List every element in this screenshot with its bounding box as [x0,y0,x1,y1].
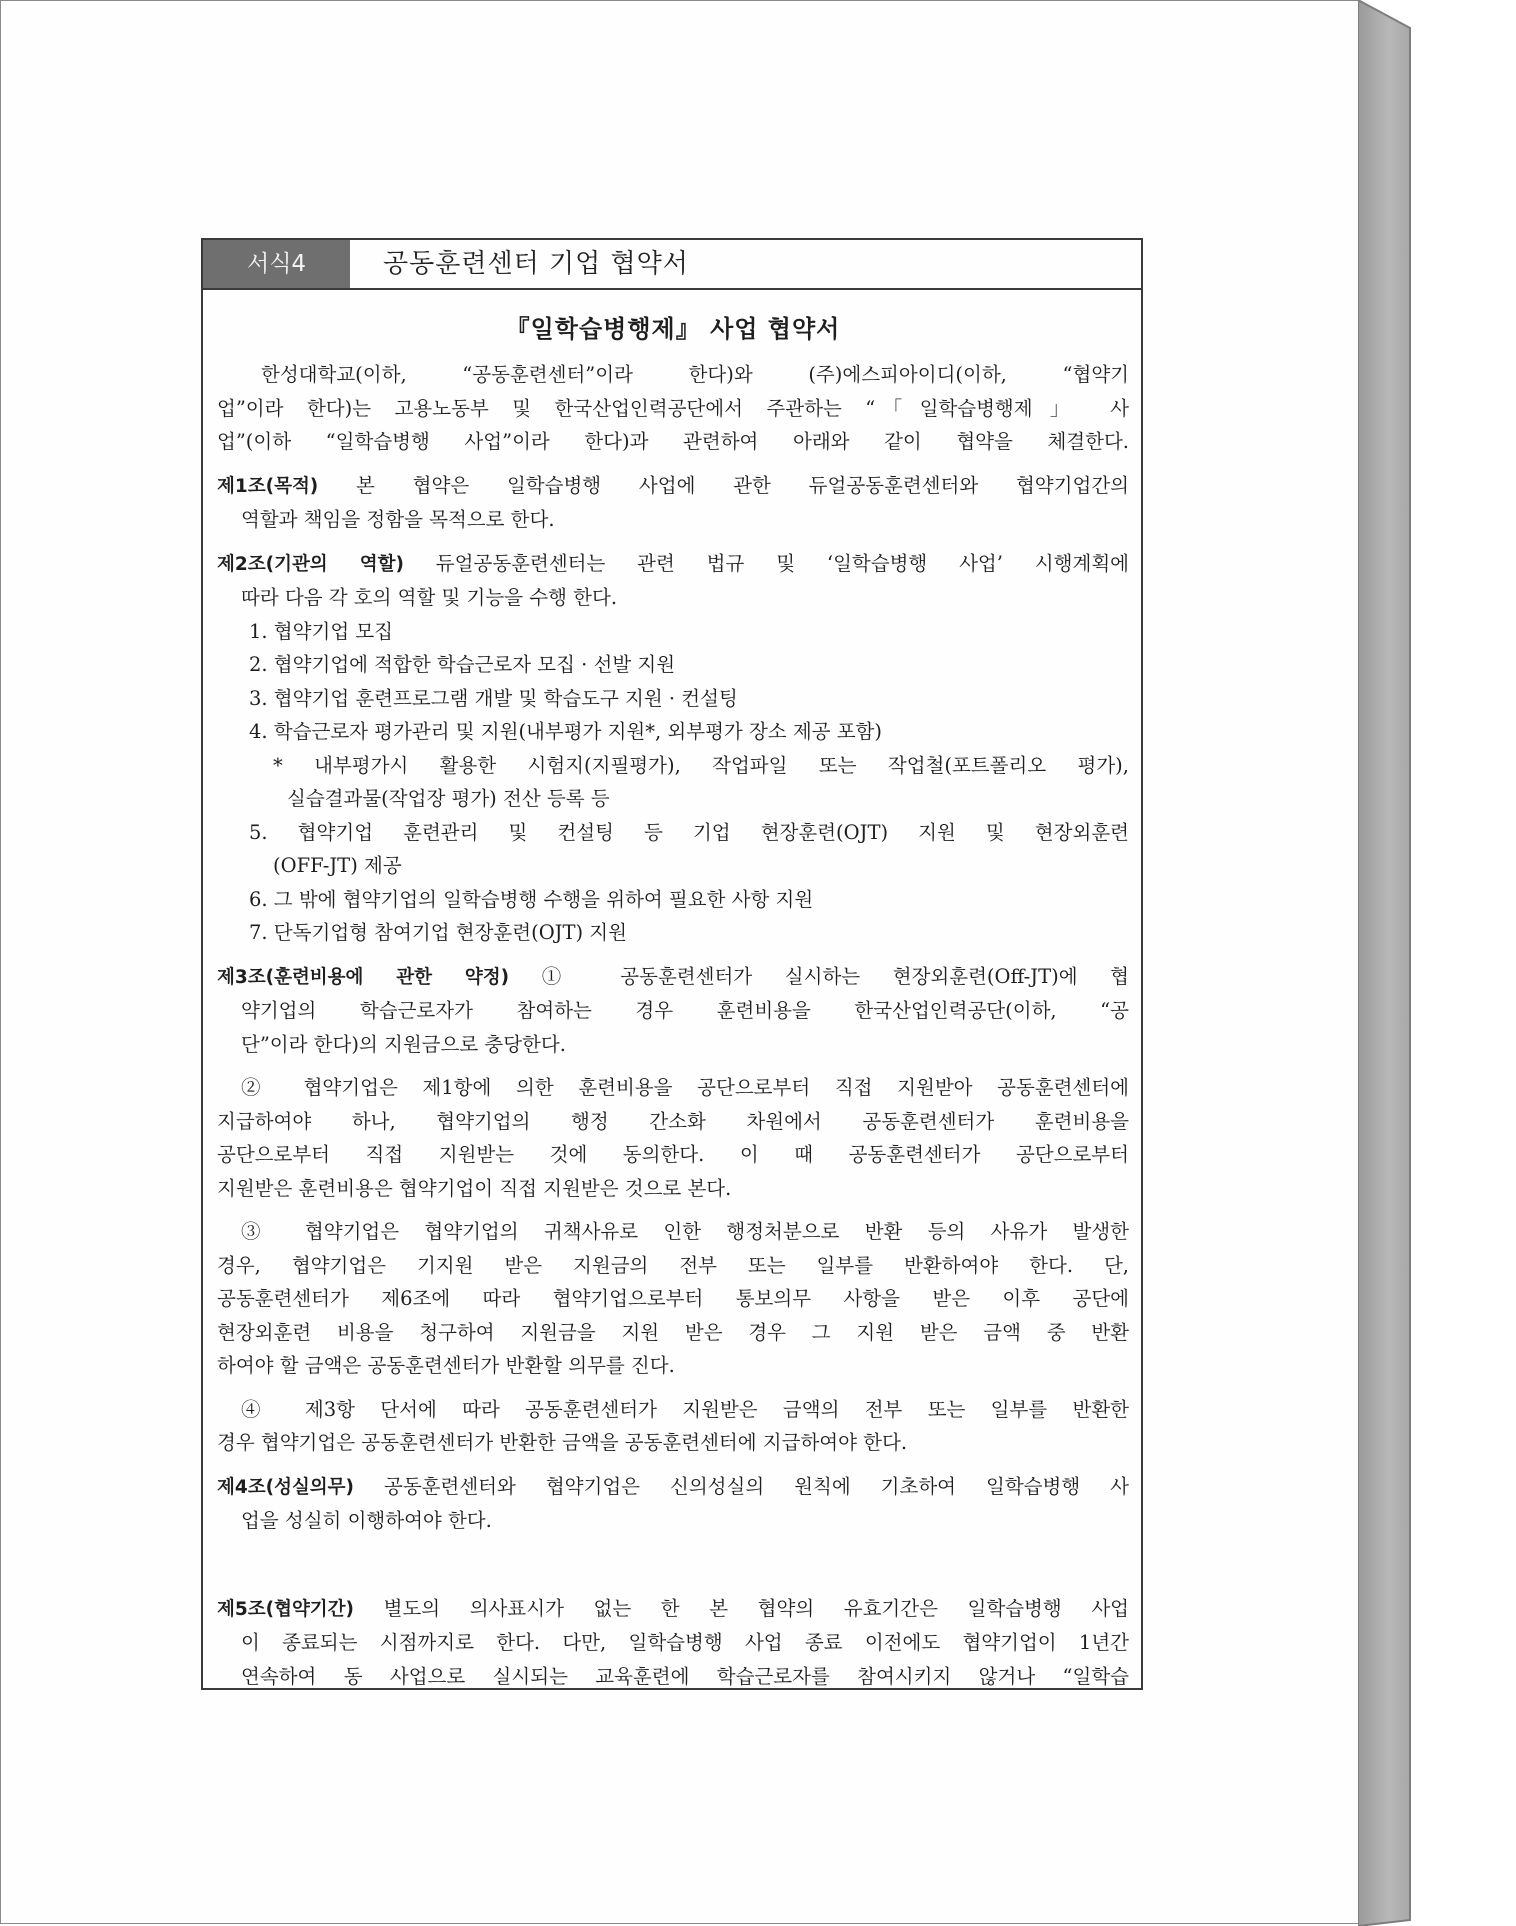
note-line: * 내부평가시 활용한 시험지(지필평가), 작업파일 또는 작업철(포트폴리오 평가), [273,753,1129,777]
article-2-text: 따라 다음 각 호의 역할 및 기능을 수행 한다. [241,586,618,609]
article-3-para-4: ④ 제3항 단서에 따라 공동훈련센터가 지원받은 금액의 전부 또는 일부를 반환한 [241,1397,1129,1421]
article-4-text: 공동훈련센터와 협약기업은 신의성실의 원칙에 기초하여 일학습병행 사 [354,1474,1129,1498]
article-2-text: 듀얼공동훈련센터는 관련 법규 및 ‘일학습병행 사업’ 시행계획에 [403,551,1129,575]
intro-line: 한성대학교(이하, “공동훈련센터”이라 한다)와 (주)에스피아이디(이하, “협약기 [261,363,1129,386]
intro-line: 업”이라 한다)는 고용노동부 및 한국산업인력공단에서 주관하는 “「일학습병행제」 사 [217,396,1129,420]
note-line: 실습결과물(작업장 평가) 전산 등록 등 [287,787,610,810]
article-2-title: 제2조(기관의 역할) [217,553,404,575]
form-title: 공동훈련센터 기업 협약서 [383,249,689,279]
document-title: 『일학습병행제』 사업 협약서 [505,315,841,343]
article-5-text: 별도의 의사표시가 없는 한 본 협약의 유효기간은 일학습병행 사업 [354,1596,1129,1620]
article-3-para-2: 지원받은 훈련비용은 협약기업이 직접 지원받은 것으로 본다. [217,1176,732,1200]
list-item: 6. 그 밖에 협약기업의 일학습병행 수행을 위하여 필요한 사항 지원 [249,887,814,911]
article-3-title: 제3조(훈련비용에 관한 약정) [217,966,510,988]
article-3-para-3: ③ 협약기업은 협약기업의 귀책사유로 인한 행정처분으로 반환 등의 사유가 발생한 [241,1220,1129,1243]
list-item: 4. 학습근로자 평가관리 및 지원(내부평가 지원*, 외부평가 장소 제공 포함) [249,720,882,743]
form-header [203,240,1141,290]
page-stack-edge [1358,0,1510,1926]
list-item: 3. 협약기업 훈련프로그램 개발 및 학습도구 지원 · 컨설팅 [249,686,738,710]
list-item: 5. 협약기업 훈련관리 및 컨설팅 등 기업 현장훈련(OJT) 지원 및 현장외훈련 [249,820,1129,844]
article-3-para-3: 경우, 협약기업은 기지원 받은 지원금의 전부 또는 일부를 반환하여야 한다. 단, [217,1253,1129,1277]
article-3-para-3: 하여야 할 금액은 공동훈련센터가 반환할 의무를 진다. [217,1354,675,1377]
article-3-para-4: 경우 협약기업은 공동훈련센터가 반환한 금액을 공동훈련센터에 지급하여야 한다. [217,1431,908,1454]
article-5-text: 이 종료되는 시점까지로 한다. 다만, 일학습병행 사업 종료 이전에도 협약기업이 1년간 [241,1631,1129,1654]
article-3-para-2: 지급하여야 하나, 협약기업의 행정 간소화 차원에서 공동훈련센터가 훈련비용을 [217,1109,1129,1133]
article-5-text: 연속하여 동 사업으로 실시되는 교육훈련에 학습근로자를 참여시키지 않거나 “일학습 [241,1664,1129,1688]
list-item: (OFF-JT) 제공 [273,854,402,877]
article-3-para-3: 공동훈련센터가 제6조에 따라 협약기업으로부터 통보의무 사항을 받은 이후 공단에 [217,1287,1129,1310]
article-3-text: 약기업의 학습근로자가 참여하는 경우 훈련비용을 한국산업인력공단(이하, “공 [241,999,1129,1022]
document-body [203,309,1141,1690]
article-3-para-2: 공단으로부터 직접 지원받는 것에 동의한다. 이 때 공동훈련센터가 공단으로부터 [217,1143,1129,1166]
intro-line: 업”(이하 “일학습병행 사업”이라 한다)과 관련하여 아래와 같이 협약을 체결한다. [217,430,1129,453]
article-1-title: 제1조(목적) [217,475,319,497]
form-frame [201,238,1143,1690]
article-4-text: 업을 성실히 이행하여야 한다. [241,1509,492,1532]
list-item: 2. 협약기업에 적합한 학습근로자 모집 · 선발 지원 [249,653,676,676]
list-item: 7. 단독기업형 참여기업 현장훈련(OJT) 지원 [249,921,627,944]
article-5-title: 제5조(협약기간) [217,1598,355,1620]
article-3-para-3: 현장외훈련 비용을 청구하여 지원금을 지원 받은 경우 그 지원 받은 금액 중 반환 [217,1320,1129,1344]
article-1-text: 역할과 책임을 정함을 목적으로 한다. [241,508,555,531]
list-item: 1. 협약기업 모집 [249,619,394,643]
article-3-para-2: ② 협약기업은 제1항에 의한 훈련비용을 공단으로부터 직접 지원받아 공동훈련센터에 [241,1076,1129,1099]
article-3-text: 단”이라 한다)의 지원금으로 충당한다. [241,1032,566,1056]
form-number-tag: 서식4 [203,240,350,288]
article-3-text: ① 공동훈련센터가 실시하는 현장외훈련(Off-JT)에 협 [509,964,1129,988]
article-4-title: 제4조(성실의무) [217,1476,355,1498]
article-1-text: 본 협약은 일학습병행 사업에 관한 듀얼공동훈련센터와 협약기업간의 [318,473,1129,497]
